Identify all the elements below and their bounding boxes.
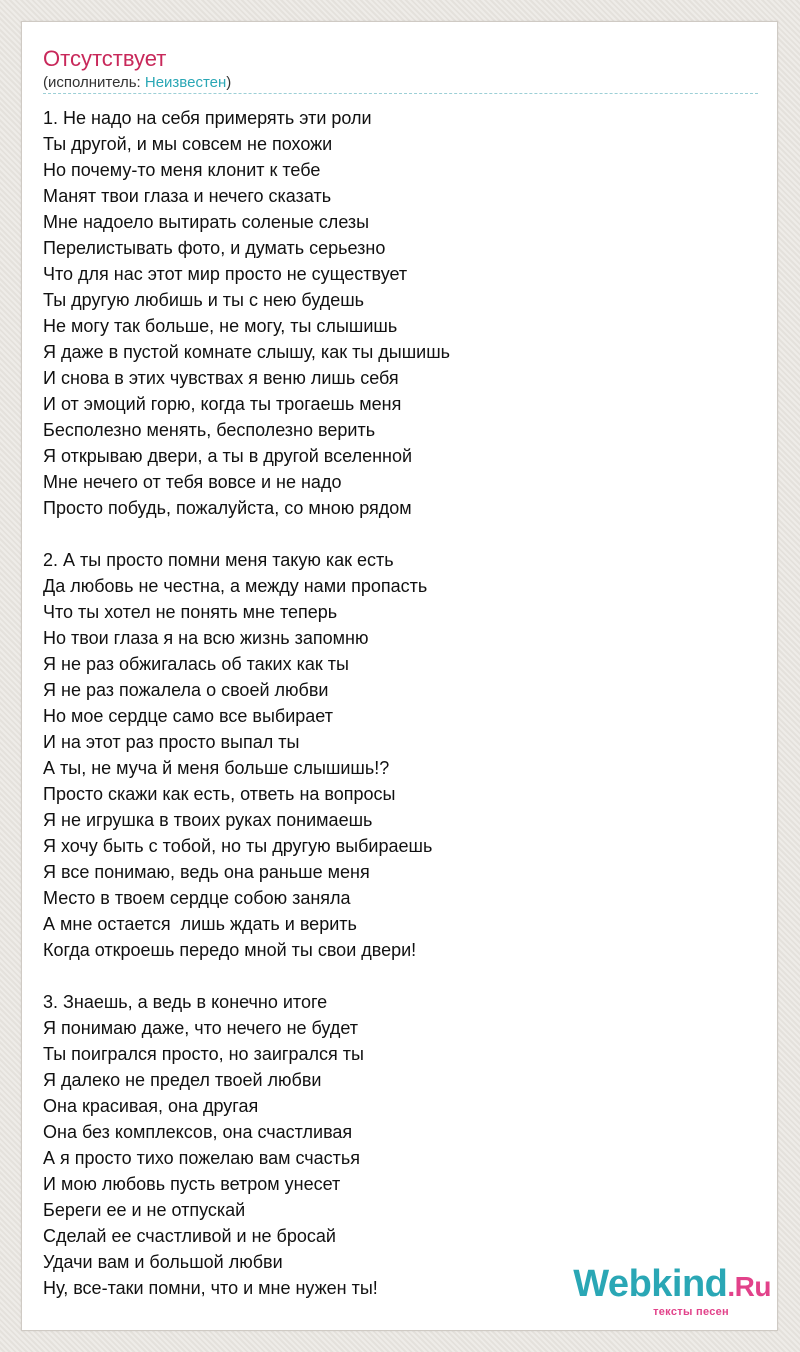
lyric-line: Что для нас этот мир просто не существует [43, 264, 408, 284]
lyric-line: Не могу так больше, не могу, ты слышишь [43, 316, 398, 336]
lyric-line: Она красивая, она другая [43, 1096, 259, 1116]
lyric-line: Сделай ее счастливой и не бросай [43, 1226, 336, 1246]
lyric-line: Мне нечего от тебя вовсе и не надо [43, 472, 342, 492]
lyric-line: Просто побудь, пожалуйста, со мною рядом [43, 498, 412, 518]
lyric-line: Но твои глаза я на всю жизнь запомню [43, 628, 369, 648]
lyrics-card [21, 21, 778, 1331]
lyric-line: Да любовь не честна, а между нами пропасть [43, 576, 428, 596]
lyric-line: А ты, не муча й меня больше слышишь!? [43, 758, 390, 778]
lyric-line: И снова в этих чувствах я веню лишь себя [43, 368, 399, 388]
lyric-line: Когда откроешь передо мной ты свои двери! [43, 940, 417, 960]
lyric-line: Манят твои глаза и нечего сказать [43, 186, 332, 206]
verse-gap [43, 521, 758, 547]
lyric-line: Береги ее и не отпускай [43, 1200, 246, 1220]
title-divider [43, 93, 758, 94]
webkind-logo [573, 1265, 771, 1318]
lyric-line: Но почему-то меня клонит к тебе [43, 160, 321, 180]
lyric-line: И на этот раз просто выпал ты [43, 732, 300, 752]
lyric-line: Ты другой, и мы совсем не похожи [43, 134, 333, 154]
logo-tld: .Ru [727, 1271, 771, 1302]
lyric-line: Я хочу быть с тобой, но ты другую выбираешь [43, 836, 433, 856]
lyric-line: 2. А ты просто помни меня такую как есть [43, 550, 394, 570]
lyric-line: 1. Не надо на себя примерять эти роли [43, 108, 372, 128]
lyric-line: Она без комплексов, она счастливая [43, 1122, 353, 1142]
lyric-line: Я все понимаю, ведь она раньше меня [43, 862, 370, 882]
lyric-line: Мне надоело вытирать соленые слезы [43, 212, 370, 232]
song-title: Отсутствует [43, 46, 167, 71]
lyric-line: Перелистывать фото, и думать серьезно [43, 238, 386, 258]
lyric-line: Что ты хотел не понять мне теперь [43, 602, 338, 622]
lyric-line: А мне остается лишь ждать и верить [43, 914, 357, 934]
lyric-line: Я даже в пустой комнате слышу, как ты дышишь [43, 342, 451, 362]
lyric-line: Просто скажи как есть, ответь на вопросы [43, 784, 396, 804]
lyric-line: Но мое сердце само все выбирает [43, 706, 333, 726]
logo-brand: Webkind [573, 1263, 728, 1305]
lyric-line: Ты другую любишь и ты с нею будешь [43, 290, 365, 310]
lyric-line: Бесполезно менять, бесполезно верить [43, 420, 376, 440]
lyric-line: Я не раз пожалела о своей любви [43, 680, 329, 700]
lyric-line: И мою любовь пусть ветром унесет [43, 1174, 341, 1194]
lyric-line: И от эмоций горю, когда ты трогаешь меня [43, 394, 402, 414]
lyric-line: А я просто тихо пожелаю вам счастья [43, 1148, 361, 1168]
lyric-line: Я открываю двери, а ты в другой вселенной [43, 446, 413, 466]
lyric-line: Я далеко не предел твоей любви [43, 1070, 322, 1090]
lyric-line: Ну, все-таки помни, что и мне нужен ты! [43, 1278, 378, 1298]
lyrics-text [43, 105, 758, 1301]
lyric-line: Я понимаю даже, что нечего не будет [43, 1018, 358, 1038]
artist-prefix: (исполнитель: [43, 74, 145, 91]
lyric-line: 3. Знаешь, а ведь в конечно итоге [43, 992, 328, 1012]
artist-link[interactable]: Неизвестен [144, 74, 227, 91]
artist-suffix: ) [226, 74, 232, 91]
lyric-line: Ты поигрался просто, но заигрался ты [43, 1044, 364, 1064]
lyric-line: Я не раз обжигалась об таких как ты [43, 654, 349, 674]
lyric-line: Место в твоем сердце собою заняла [43, 888, 351, 908]
lyric-line: Удачи вам и большой любви [43, 1252, 283, 1272]
verse-gap [43, 963, 758, 989]
logo-tagline: тексты песен [653, 1306, 729, 1318]
logo-wordmark [573, 1265, 771, 1306]
artist-line [43, 74, 231, 92]
lyric-line: Я не игрушка в твоих руках понимаешь [43, 810, 373, 830]
